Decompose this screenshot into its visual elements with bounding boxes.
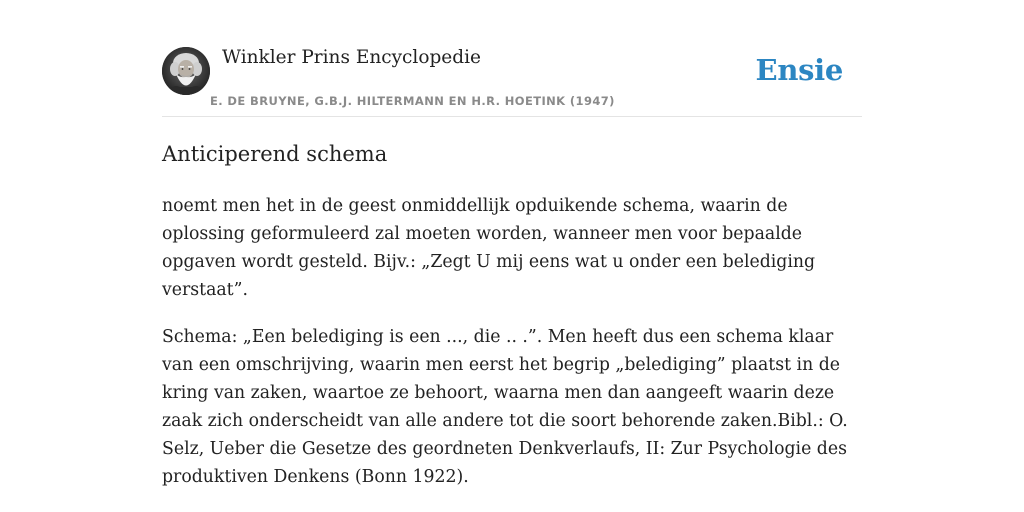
site-header (162, 0, 862, 117)
encyclopedia-authors: E. DE BRUYNE, G.B.J. HILTERMANN EN H.R. HOETINK (1947) (210, 94, 615, 108)
avatar-portrait-icon (162, 47, 210, 95)
article-body (162, 192, 862, 510)
encyclopedia-title[interactable]: Winkler Prins Encyclopedie (222, 47, 481, 68)
article-paragraph: Schema: „Een belediging is een ..., die .. .”. Men heeft dus een schema klaar van een omschrijving, waarin men eerst het begrip „belediging” plaatst in de kring van zaken, waartoe ze behoort, waarna men dan aangeeft waarin deze zaak zich onderscheidt van alle andere tot die soort behorende zaken.Bibl.: O. Selz, Ueber die Gesetze des geordneten Denkverlaufs, II: Zur Psychologie des produktiven Denkens (Bonn 1922). (162, 327, 848, 487)
article-paragraph: noemt men het in de geest onmiddellijk opduikende schema, waarin de oplossing geformuleerd zal moeten worden, wanneer men voor bepaalde opgaven wordt gesteld. Bijv.: „Zegt U mij eens wat u onder een belediging verstaat”. (162, 196, 816, 300)
page-container (162, 0, 862, 512)
page-title: Anticiperend schema (162, 142, 388, 166)
ensie-logo-link[interactable]: Ensie (755, 53, 843, 87)
author-avatar (162, 47, 210, 95)
